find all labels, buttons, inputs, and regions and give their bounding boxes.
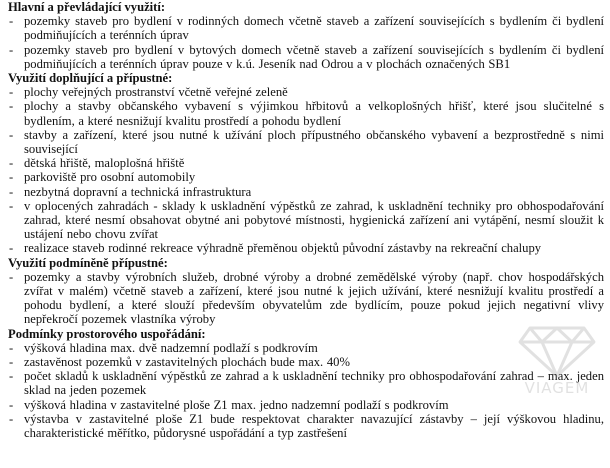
list-item-text: výšková hladina max. dvě nadzemní podlaží s podkrovím	[24, 340, 318, 355]
bullet-dash: -	[9, 42, 14, 57]
section-list	[8, 14, 604, 71]
section	[8, 327, 604, 441]
list-item-text: nezbytná dopravní a technická infrastruktura	[24, 184, 252, 199]
list-item-text: plochy a stavby občanského vybavení s výjimkou hřbitovů a velkoplošných hřišť, které jsou slučitelné s bydlením, a které nesnižují kvalitu prostředí a pohodu bydlení	[24, 99, 604, 128]
list-item-text: realizace staveb rodinné rekreace výhradně přeměnou objektů původní zástavby na rekreační chalupy	[24, 241, 542, 256]
section-title: Podmínky prostorového uspořádání:	[8, 326, 206, 341]
list-item-text: dětská hřiště, maloplošná hřiště	[24, 156, 185, 171]
section-title: Využití podmíněně přípustné:	[8, 255, 168, 270]
list-item	[8, 128, 604, 156]
section	[8, 71, 604, 256]
list-item	[8, 99, 604, 127]
list-item-text: výstavba v zastavitelné ploše Z1 bude respektovat charakter navazující zástavby – její výškovou hladinu, charakteristické měřítko, půdorysné uspořádání a typ zastřešení	[24, 411, 604, 441]
list-item-text: plochy veřejných prostranství včetně veřejné zeleně	[24, 85, 288, 100]
list-item	[8, 341, 604, 355]
list-item-text: pozemky staveb pro bydlení v rodinných domech včetně staveb a zařízení souvisejících s bydlením či bydlení podmiňujících a terénních úprav	[24, 14, 604, 43]
section-title: Využití doplňující a přípustné:	[8, 71, 173, 86]
bullet-dash: -	[9, 269, 14, 284]
bullet-dash: -	[9, 411, 14, 426]
list-item	[8, 355, 604, 369]
list-item	[8, 241, 604, 255]
sections	[8, 0, 604, 440]
list-item	[8, 199, 604, 242]
list-item	[8, 412, 604, 440]
bullet-dash: -	[9, 241, 14, 256]
list-item	[8, 270, 604, 327]
bullet-dash: -	[9, 340, 14, 355]
list-item	[8, 170, 604, 184]
bullet-dash: -	[9, 14, 14, 29]
bullet-dash: -	[9, 156, 14, 171]
section	[8, 256, 604, 327]
list-item	[8, 156, 604, 170]
bullet-dash: -	[9, 127, 14, 142]
bullet-dash: -	[9, 85, 14, 100]
section-title: Hlavní a převládající využití:	[8, 0, 166, 14]
list-item-text: v oplocených zahradách - sklady k uskladnění výpěstků ze zahrad, k uskladnění techniky pro obhospodařování zahrad, které nesmí obsahovat obytné ani pobytové místnosti, hygienická zařízení ani vytápění, nesmí sloužit k ustájení nebo chovu zvířat	[24, 198, 604, 242]
section-list	[8, 85, 604, 255]
watermark-text: VIAGEM	[524, 379, 590, 397]
list-item-text: pozemky staveb pro bydlení v bytových domech včetně staveb a zařízení souvisejících s bydlením či bydlení podmiňujících a terénních úprav pouze v k.ú. Jeseník nad Odrou a v plochách označených SB1	[24, 42, 604, 71]
list-item	[8, 398, 604, 412]
section	[8, 0, 604, 71]
list-item	[8, 185, 604, 199]
list-item	[8, 43, 604, 71]
bullet-dash: -	[9, 397, 14, 412]
list-item-text: pozemky a stavby výrobních služeb, drobné výroby a drobné zemědělské výroby (např. chov hospodářských zvířat v malém) včetně staveb a zařízení, které jsou nutné k jejich užívání, které nesnižují kvalitu prostředí a pohodu bydlení, a které slouží především obyvatelům zde bydlícím, pouze pokud jejich negativní vlivy nepřekročí pozemek vlastníka výroby	[24, 269, 604, 327]
list-item	[8, 369, 604, 397]
section-list	[8, 270, 604, 327]
list-item-text: počet skladů k uskladnění výpěstků ze zahrad a k uskladnění techniky pro obhospodařování zahrad – max. jeden sklad na jeden pozemek	[24, 369, 604, 398]
bullet-dash: -	[9, 170, 14, 185]
list-item	[8, 85, 604, 99]
bullet-dash: -	[9, 355, 14, 370]
list-item-text: zastavěnost pozemků v zastavitelných plochách bude max. 40%	[24, 355, 350, 370]
list-item-text: výšková hladina v zastavitelné ploše Z1 max. jedno nadzemní podlaží s podkrovím	[24, 397, 449, 412]
bullet-dash: -	[9, 184, 14, 199]
list-item-text: stavby a zařízení, které jsou nutné k užívání ploch přípustného občanského vybavení a bezprostředně s nimi související	[24, 127, 604, 157]
list-item	[8, 14, 604, 42]
bullet-dash: -	[9, 369, 14, 384]
bullet-dash: -	[9, 99, 14, 114]
bullet-dash: -	[9, 198, 14, 213]
section-list	[8, 341, 604, 440]
list-item-text: parkoviště pro osobní automobily	[24, 170, 196, 185]
